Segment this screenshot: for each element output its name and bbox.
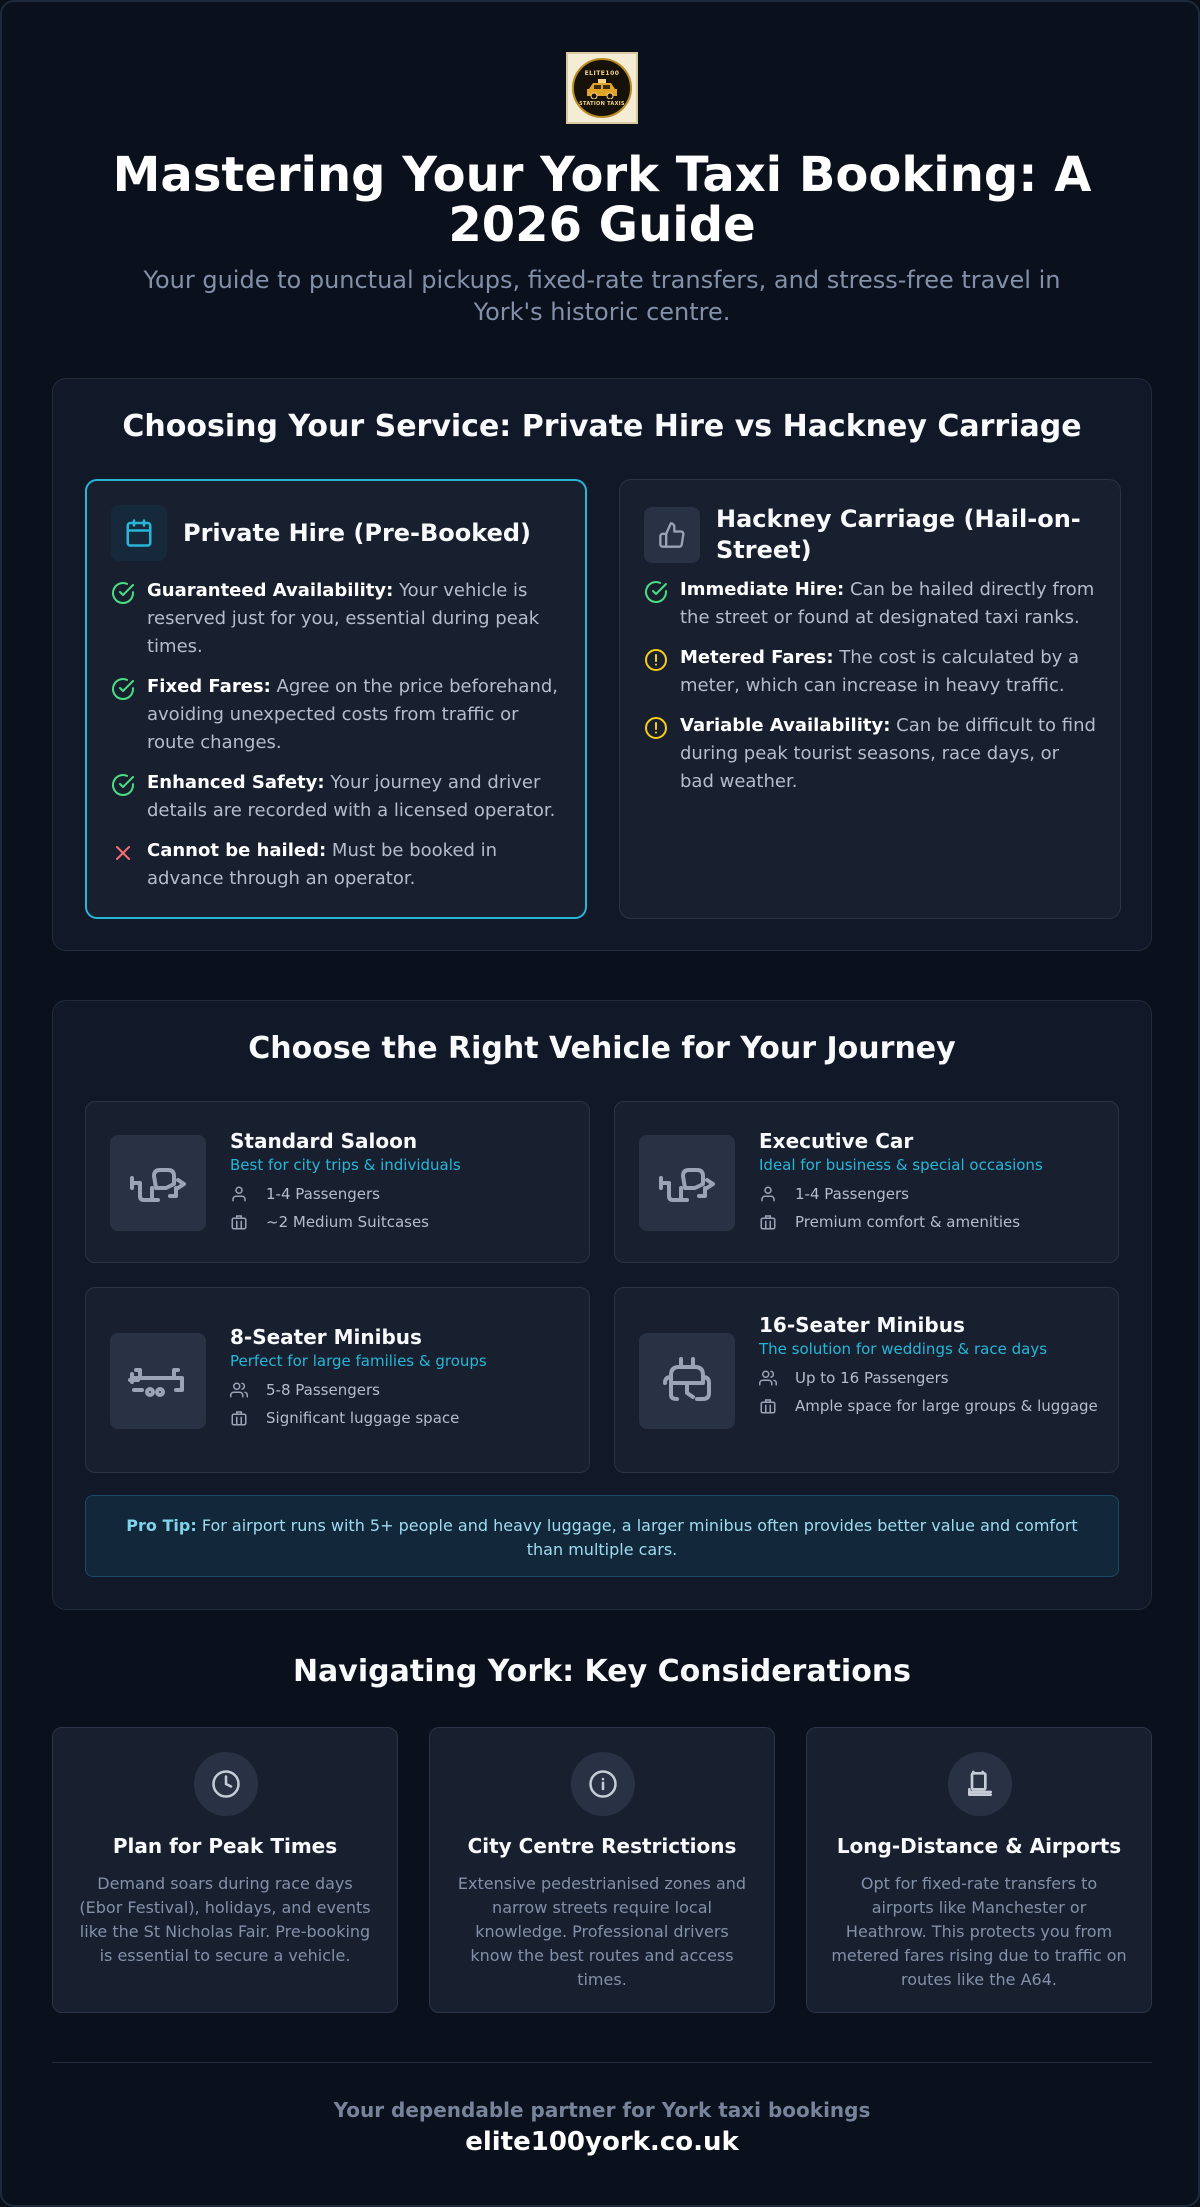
consideration-text: Demand soars during race days (Ebor Festival), holidays, and events like the St Nicholas Fair. Pre-booking is essential to secure a vehicle.: [79, 1874, 371, 1965]
consideration-title: Long-Distance & Airports: [836, 1834, 1122, 1858]
service-bullet: [644, 712, 1098, 796]
bullet-text: Your journey and driver details are recorded with a licensed operator.: [147, 772, 556, 821]
vehicle-luggage: [759, 1210, 1102, 1234]
footer-tagline: Your dependable partner for York taxi bookings: [333, 2098, 871, 2122]
user-icon: [230, 1185, 248, 1203]
passengers-text: 1-4 Passengers: [795, 1185, 909, 1203]
briefcase-icon: [230, 1213, 248, 1231]
vehicle-luggage: [759, 1394, 1102, 1418]
logo-top-text: ELITE100: [584, 69, 620, 77]
vehicle-luggage: [230, 1210, 573, 1234]
luggage-text: Significant luggage space: [266, 1409, 460, 1427]
bullet-text: Can be difficult to find during peak tourist seasons, race days, or bad weather.: [680, 715, 1096, 792]
pro-tip-label: Pro Tip:: [126, 1516, 197, 1535]
bullet-text: Must be booked in advance through an operator.: [147, 840, 498, 889]
service-bullet: [644, 576, 1098, 632]
consideration-card-airports: [806, 1727, 1152, 2013]
vehicle-card-executive-car: [614, 1101, 1119, 1263]
bullet-text: Your vehicle is reserved just for you, essential during peak times.: [147, 580, 540, 657]
luggage-text: Ample space for large groups & luggage: [795, 1397, 1098, 1415]
check-circle-icon: [644, 580, 668, 604]
vehicle-tagline: Perfect for large families & groups: [230, 1352, 487, 1370]
bullet-text: Can be hailed directly from the street or found at designated taxi ranks.: [680, 579, 1095, 628]
pro-tip-box: [85, 1495, 1119, 1577]
bullet-label: Variable Availability:: [680, 715, 891, 736]
users-icon: [230, 1381, 248, 1399]
vehicles-title: Choose the Right Vehicle for Your Journey: [248, 1031, 956, 1066]
vehicles-panel: [52, 1000, 1152, 1610]
service-bullet: [111, 769, 563, 825]
bullet-text: The cost is calculated by a meter, which can increase in heavy traffic.: [680, 647, 1080, 696]
bench-seat-icon: [110, 1333, 206, 1429]
service-name: Hackney Carriage (Hail-on-Street): [716, 505, 1081, 564]
calendar-icon: [111, 505, 167, 561]
logo-badge: [572, 58, 632, 118]
vehicle-name: 8-Seater Minibus: [230, 1325, 422, 1349]
passengers-text: 1-4 Passengers: [266, 1185, 380, 1203]
service-bullet: [111, 673, 563, 757]
consideration-text: Opt for fixed-rate transfers to airports like Manchester or Heathrow. This protects you from metered fares rising due to traffic on routes like the A64.: [831, 1874, 1127, 1989]
x-icon: [111, 841, 135, 865]
vehicle-card-8-seater: [85, 1287, 590, 1473]
check-circle-icon: [111, 773, 135, 797]
passengers-text: Up to 16 Passengers: [795, 1369, 949, 1387]
briefcase-icon: [759, 1397, 777, 1415]
brand-logo: [566, 52, 638, 124]
vehicle-tagline: The solution for weddings & race days: [759, 1340, 1048, 1358]
briefcase-icon: [759, 1213, 777, 1231]
footer-website-link[interactable]: elite100york.co.uk: [465, 2127, 739, 2157]
consideration-title: Plan for Peak Times: [112, 1834, 338, 1858]
vehicle-passengers: [230, 1378, 573, 1402]
bullet-text: Agree on the price beforehand, avoiding unexpected costs from traffic or route changes.: [147, 676, 559, 753]
vehicle-card-16-seater: [614, 1287, 1119, 1473]
page-subtitle: Your guide to punctual pickups, fixed-rate transfers, and stress-free travel in York's historic centre.: [143, 266, 1061, 326]
logo-bottom-text: STATION TAXIS: [579, 100, 625, 107]
alert-circle-icon: [644, 648, 668, 672]
car-seat-icon: [639, 1135, 735, 1231]
consideration-text: Extensive pedestrianised zones and narrow streets require local knowledge. Professional drivers know the best routes and access times.: [457, 1874, 747, 1989]
vehicle-passengers: [759, 1182, 1102, 1206]
vehicle-passengers: [759, 1366, 1102, 1390]
alert-circle-icon: [644, 716, 668, 740]
info-icon: [571, 1752, 635, 1816]
luggage-text: Premium comfort & amenities: [795, 1213, 1021, 1231]
check-circle-icon: [111, 677, 135, 701]
page-title: Mastering Your York Taxi Booking: A 2026 Guide: [112, 147, 1092, 253]
bullet-label: Immediate Hire:: [680, 579, 845, 600]
services-title: Choosing Your Service: Private Hire vs Hackney Carriage: [122, 409, 1082, 444]
pro-tip-text: For airport runs with 5+ people and heavy luggage, a larger minibus often provides better value and comfort than multiple cars.: [196, 1516, 1078, 1559]
considerations-title: Navigating York: Key Considerations: [292, 1654, 912, 1689]
bullet-label: Cannot be hailed:: [147, 840, 327, 861]
vehicle-tagline: Best for city trips & individuals: [230, 1156, 461, 1174]
armchair-icon: [639, 1333, 735, 1429]
bullet-label: Enhanced Safety:: [147, 772, 325, 793]
vehicle-name: Executive Car: [759, 1129, 914, 1153]
car-seat-icon: [110, 1135, 206, 1231]
users-icon: [759, 1369, 777, 1387]
services-panel: [52, 378, 1152, 951]
service-bullet: [644, 644, 1098, 700]
passengers-text: 5-8 Passengers: [266, 1381, 380, 1399]
luggage-text: ~2 Medium Suitcases: [266, 1213, 430, 1231]
vehicle-tagline: Ideal for business & special occasions: [759, 1156, 1043, 1174]
clock-icon: [194, 1752, 258, 1816]
luggage-cart-icon: [948, 1752, 1012, 1816]
bullet-label: Fixed Fares:: [147, 676, 271, 697]
vehicle-luggage: [230, 1406, 573, 1430]
check-circle-icon: [111, 581, 135, 605]
consideration-title: City Centre Restrictions: [467, 1834, 737, 1858]
vehicle-card-standard-saloon: [85, 1101, 590, 1263]
bullet-label: Metered Fares:: [680, 647, 834, 668]
footer-divider: [52, 2062, 1152, 2063]
thumbs-up-icon: [644, 507, 700, 563]
user-icon: [759, 1185, 777, 1203]
bullet-label: Guaranteed Availability:: [147, 580, 394, 601]
vehicle-name: 16-Seater Minibus: [759, 1313, 965, 1337]
service-card-private-hire: [85, 479, 587, 919]
consideration-card-peak-times: [52, 1727, 398, 2013]
service-card-hackney: [619, 479, 1121, 919]
vehicle-passengers: [230, 1182, 573, 1206]
consideration-card-city-centre: [429, 1727, 775, 2013]
vehicle-name: Standard Saloon: [230, 1129, 418, 1153]
service-name: Private Hire (Pre-Booked): [183, 518, 532, 547]
service-bullet: [111, 577, 563, 661]
taxi-icon: [585, 79, 619, 99]
service-bullet: [111, 837, 563, 893]
briefcase-icon: [230, 1409, 248, 1427]
